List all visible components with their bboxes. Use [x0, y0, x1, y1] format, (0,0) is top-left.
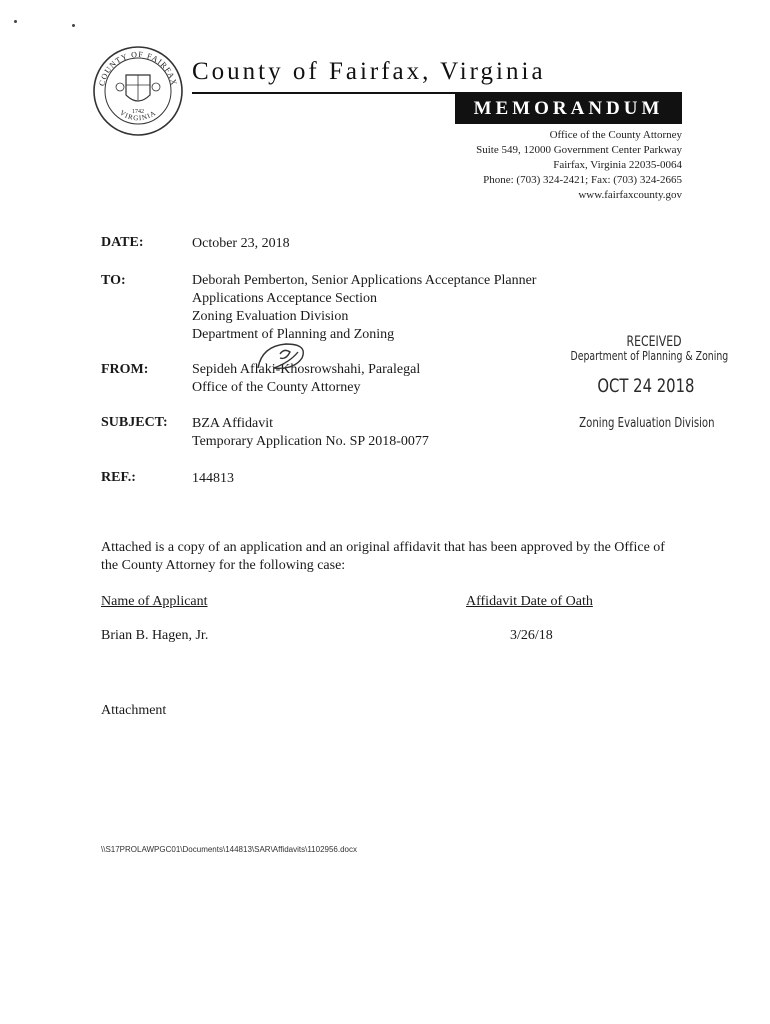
county-seal-icon [92, 45, 184, 137]
signature-initials-icon [250, 338, 320, 378]
memorandum-label: MEMORANDUM [473, 98, 664, 119]
seal-top-text: COUNTY OF FAIRFAX [97, 49, 179, 87]
subject-label: SUBJECT: [101, 415, 168, 430]
from-line: Sepideh Aflaki-Khosrowshahi, Paralegal [192, 362, 421, 377]
stamp-date: OCT 24 2018 [596, 375, 694, 397]
office-website: www.fairfaxcounty.gov [578, 189, 682, 201]
office-line: Phone: (703) 324-2421; Fax: (703) 324-2665 [483, 174, 682, 186]
subject-block [192, 415, 429, 451]
oath-date: 3/26/18 [510, 628, 553, 643]
applicant-name-header: Name of Applicant [101, 594, 208, 609]
file-path: \\S17PROLAWPGC01\Documents\144813\SAR\Affidavits\1102956.docx [101, 845, 357, 854]
to-label: TO: [101, 273, 126, 288]
subject-line: Temporary Application No. SP 2018-0077 [192, 434, 429, 449]
stamp-received: RECEIVED [626, 334, 682, 350]
scan-speck [14, 20, 17, 23]
date-label: DATE: [101, 235, 144, 250]
date-value: October 23, 2018 [192, 236, 290, 251]
office-address-block [476, 128, 682, 203]
attachment-label: Attachment [101, 703, 167, 718]
seal-bottom-text: VIRGINIA [118, 108, 158, 123]
memorandum-banner [455, 94, 682, 124]
from-line: Office of the County Attorney [192, 380, 361, 395]
office-line: Office of the County Attorney [549, 129, 682, 141]
office-line: Suite 549, 12000 Government Center Parkway [476, 144, 682, 156]
scan-speck [72, 24, 75, 27]
seal-year: 1742 [132, 109, 144, 115]
stamp-division: Zoning Evaluation Division [579, 416, 715, 431]
county-title: County of Fairfax, Virginia [192, 58, 546, 85]
to-line: Applications Acceptance Section [192, 291, 378, 306]
to-line: Department of Planning and Zoning [192, 327, 395, 342]
oath-date-header: Affidavit Date of Oath [466, 594, 593, 609]
to-block [192, 272, 536, 344]
stamp-department: Department of Planning & Zoning [570, 349, 728, 363]
applicant-name: Brian B. Hagen, Jr. [101, 628, 209, 643]
to-line: Zoning Evaluation Division [192, 309, 349, 324]
subject-line: BZA Affidavit [192, 416, 274, 431]
to-line: Deborah Pemberton, Senior Applications Acceptance Planner [192, 273, 537, 288]
office-line: Fairfax, Virginia 22035-0064 [553, 159, 682, 171]
ref-value: 144813 [192, 471, 234, 486]
intro-paragraph: Attached is a copy of an application and an original affidavit that has been approved by the Office of the County Attorney for the following case: [101, 540, 665, 573]
ref-label: REF.: [101, 470, 136, 485]
from-label: FROM: [101, 362, 149, 377]
